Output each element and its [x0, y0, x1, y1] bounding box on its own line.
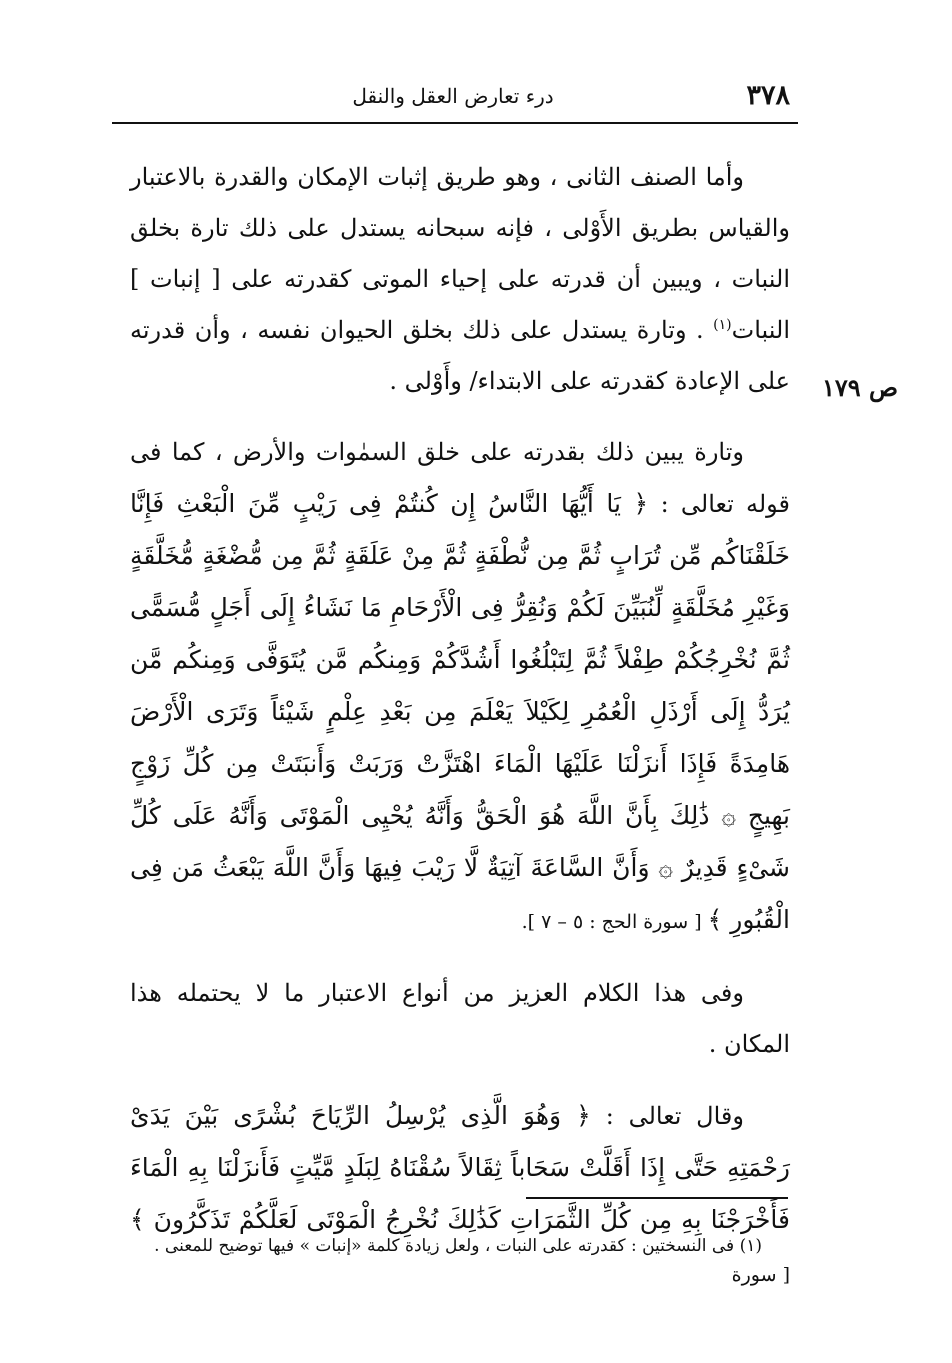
paragraph-2 — [130, 427, 790, 948]
paragraph-1 — [130, 152, 790, 407]
quran-verse-hajj: ﴿ يَا أَيُّهَا النَّاسُ إِن كُنتُمْ فِى رَيْبٍ مِّنَ الْبَعْثِ فَإِنَّا خَلَقْنَاكُم مِّن تُرَابٍ ثُمَّ مِن نُّطْفَةٍ ثُمَّ مِنْ عَلَقَةٍ ثُمَّ مِن مُّضْغَةٍ مُّخَلَّقَةٍ وَغَيْرِ مُخَلَّقَةٍ لِّنُبَيِّنَ لَكُمْ وَنُقِرُّ فِى الْأَرْحَامِ مَا نَشَاءُ إِلَى أَجَلٍ مُّسَمًّى ثُمَّ نُخْرِجُكُمْ طِفْلاً ثُمَّ لِتَبْلُغُوا أَشُدَّكُمْ وَمِنكُم مَّن يُتَوَفَّى وَمِنكُم مَّن يُرَدُّ إِلَى أَرْذَلِ الْعُمُرِ لِكَيْلاَ يَعْلَمَ مِن بَعْدِ عِلْمٍ شَيْئاً وَتَرَى الْأَرْضَ هَامِدَةً فَإِذَا أَنزَلْنَا عَلَيْهَا الْمَاءَ اهْتَزَّتْ وَرَبَتْ وَأَنبَتَتْ مِن كُلِّ زَوْجٍ بَهِيجٍ ۞ ذَٰلِكَ بِأَنَّ اللَّهَ هُوَ الْحَقُّ وَأَنَّهُ يُحْيِى الْمَوْتَى وَأَنَّهُ عَلَى كُلِّ شَىْءٍ قَدِيرٌ ۞ وَأَنَّ السَّاعَةَ آتِيَةٌ لَّا رَيْبَ فِيهَا وَأَنَّ اللَّهَ يَبْعَثُ مَن فِى الْقُبُورِ ﴾ — [130, 489, 790, 934]
main-text — [130, 152, 790, 1301]
footnote-marker: (١) — [713, 317, 732, 333]
surah-reference-hajj: [ سورة الحج : ٥ – ٧ ]. — [521, 911, 708, 933]
paragraph-1-text-b: . وتارة يستدل على ذلك بخلق الحيوان نفسه ، وأن قدرته على الإعادة كقدرته على الابتداء/ وأَوْلى . — [130, 316, 790, 395]
footnote: (١) فى النسختين : كقدرته على النبات ، ولعل زيادة كلمة «إنبات » فيها توضيح للمعنى . — [154, 1236, 762, 1256]
margin-page-reference: ص ١٧٩ — [821, 373, 898, 402]
surah-reference-start: [ سورة — [731, 1264, 790, 1286]
paragraph-4-intro: وقال تعالى : — [605, 1102, 744, 1130]
paragraph-3-text: وفى هذا الكلام العزيز من أنواع الاعتبار ما لا يحتمله هذا المكان . — [130, 979, 790, 1058]
footnote-rule — [526, 1197, 788, 1199]
page-number: ٣٧٨ — [746, 80, 790, 111]
header-rule — [112, 122, 798, 124]
page-header — [112, 80, 794, 114]
paragraph-1-text-a: وأما الصنف الثانى ، وهو طريق إثبات الإمكان والقدرة بالاعتبار والقياس بطريق الأَوْلى ، فإنه سبحانه يستدل على ذلك تارة بخلق النبات ، ويبين أن قدرته على إحياء الموتى كقدرته على [ إنبات ] النبات — [130, 163, 790, 344]
quran-verse-araf: ﴿ وَهُوَ الَّذِى يُرْسِلُ الرِّيَاحَ بُشْرًى بَيْنَ يَدَىْ رَحْمَتِهِ حَتَّى إِذَا أَقَلَّتْ سَحَاباً ثِقَالاً سُقْنَاهُ لِبَلَدٍ مَّيِّتٍ فَأَنزَلْنَا بِهِ الْمَاءَ فَأَخْرَجْنَا بِهِ مِن كُلِّ الثَّمَرَاتِ كَذَٰلِكَ نُخْرِجُ الْمَوْتَى لَعَلَّكُمْ تَذَكَّرُونَ ﴾ — [130, 1101, 790, 1234]
running-title: درء تعارض العقل والنقل — [352, 84, 554, 108]
paragraph-4 — [130, 1090, 790, 1301]
paragraph-2-intro: وتارة يبين ذلك بقدرته على خلق السمٰوات والأرض ، كما فى قوله تعالى : — [130, 438, 790, 518]
paragraph-3 — [130, 968, 790, 1070]
